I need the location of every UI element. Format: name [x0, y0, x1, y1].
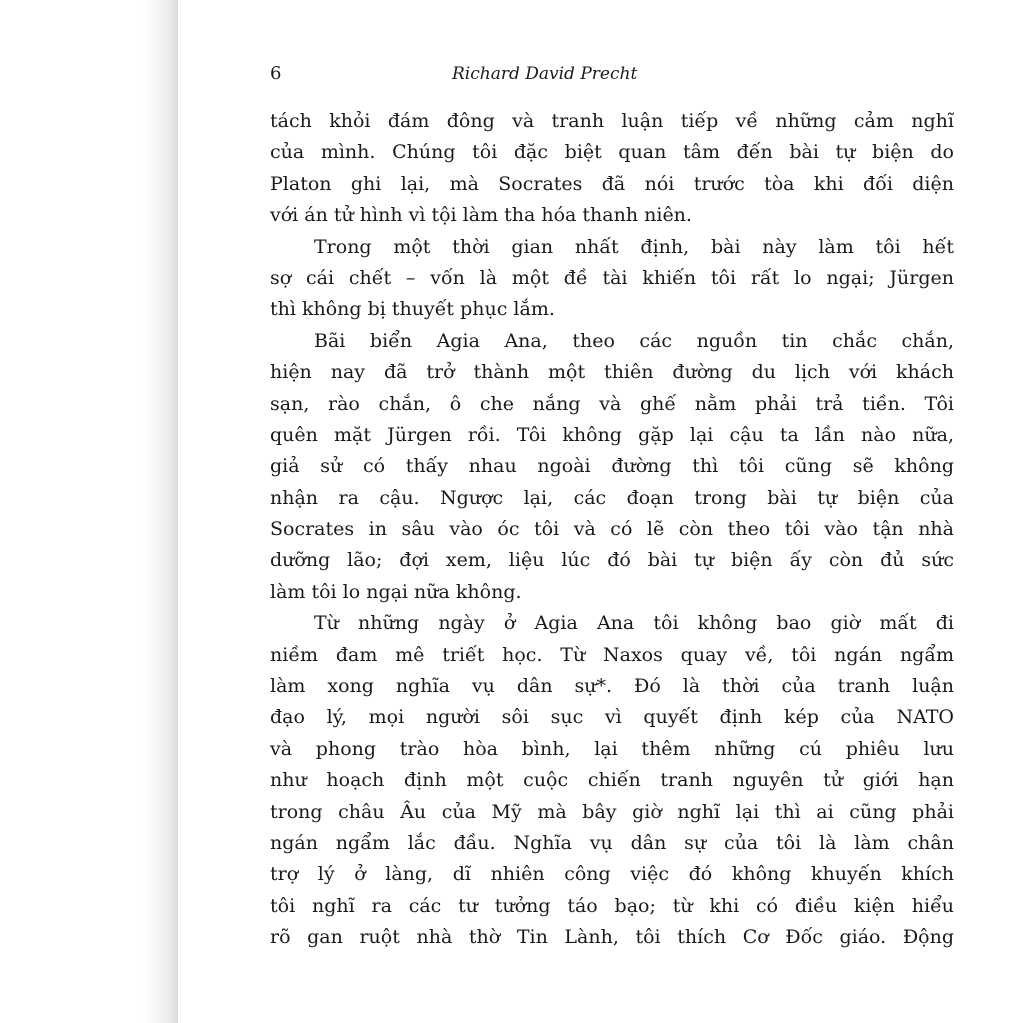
text-line: với án tử hình vì tội làm tha hóa thanh niên. — [270, 204, 692, 227]
text-line: sạn, rào chắn, ô che nắng và ghế nằm phải trả tiền. Tôi — [270, 392, 954, 415]
page-header — [178, 62, 1023, 92]
text-line: tách khỏi đám đông và tranh luận tiếp về những cảm nghĩ — [270, 110, 954, 132]
text-line: trợ lý ở làng, dĩ nhiên công việc đó không khuyến khích — [270, 863, 954, 886]
text-line: dưỡng lão; đợi xem, liệu lúc đó bài tự biện ấy còn đủ sức — [270, 549, 954, 572]
page-number: 6 — [270, 63, 282, 84]
text-line: thì không bị thuyết phục lắm. — [270, 298, 555, 321]
text-line: của mình. Chúng tôi đặc biệt quan tâm đến bài tự biện do — [270, 141, 954, 164]
text-line: làm tôi lo ngại nữa không. — [270, 580, 522, 603]
text-line: nhận ra cậu. Ngược lại, các đoạn trong bài tự biện của — [270, 486, 954, 509]
text-line: quên mặt Jürgen rồi. Tôi không gặp lại cậu ta lần nào nữa, — [270, 423, 954, 446]
text-line: niềm đam mê triết học. Từ Naxos quay về, tôi ngán ngẩm — [270, 643, 954, 666]
text-line: rõ gan ruột nhà thờ Tin Lành, tôi thích Cơ Đốc giáo. Động — [270, 926, 954, 949]
text-line: Platon ghi lại, mà Socrates đã nói trước tòa khi đối diện — [270, 172, 954, 195]
running-head-author: Richard David Precht — [452, 64, 638, 84]
book-page — [178, 0, 1023, 1023]
text-line: trong châu Âu của Mỹ mà bây giờ nghĩ lại thì ai cũng phải — [270, 800, 954, 823]
text-line: và phong trào hòa bình, lại thêm những cú phiêu lưu — [270, 737, 954, 760]
text-line: giả sử có thấy nhau ngoài đường thì tôi cũng sẽ không — [270, 455, 954, 478]
text-line: làm xong nghĩa vụ dân sự*. Đó là thời của tranh luận — [270, 675, 954, 698]
body-text — [270, 106, 954, 954]
text-line: sợ cái chết – vốn là một đề tài khiến tôi rất lo ngại; Jürgen — [270, 266, 954, 289]
text-line: ngán ngẩm lắc đầu. Nghĩa vụ dân sự của tôi là làm chân — [270, 831, 954, 854]
text-line: Từ những ngày ở Agia Ana tôi không bao giờ mất đi — [314, 612, 954, 635]
text-line: tôi nghĩ ra các tư tưởng táo bạo; từ khi có điều kiện hiểu — [270, 894, 954, 917]
text-line: Trong một thời gian nhất định, bài này làm tôi hết — [314, 235, 954, 258]
text-line: như hoạch định một cuộc chiến tranh nguyên tử giới hạn — [270, 769, 954, 792]
text-line: Bãi biển Agia Ana, theo các nguồn tin chắc chắn, — [314, 329, 954, 352]
text-line: đạo lý, mọi người sôi sục vì quyết định kép của NATO — [270, 706, 954, 729]
page-edge-shadow — [0, 0, 178, 1023]
text-line: Socrates in sâu vào óc tôi và có lẽ còn theo tôi vào tận nhà — [270, 518, 954, 541]
text-line: hiện nay đã trở thành một thiên đường du lịch với khách — [270, 361, 954, 384]
